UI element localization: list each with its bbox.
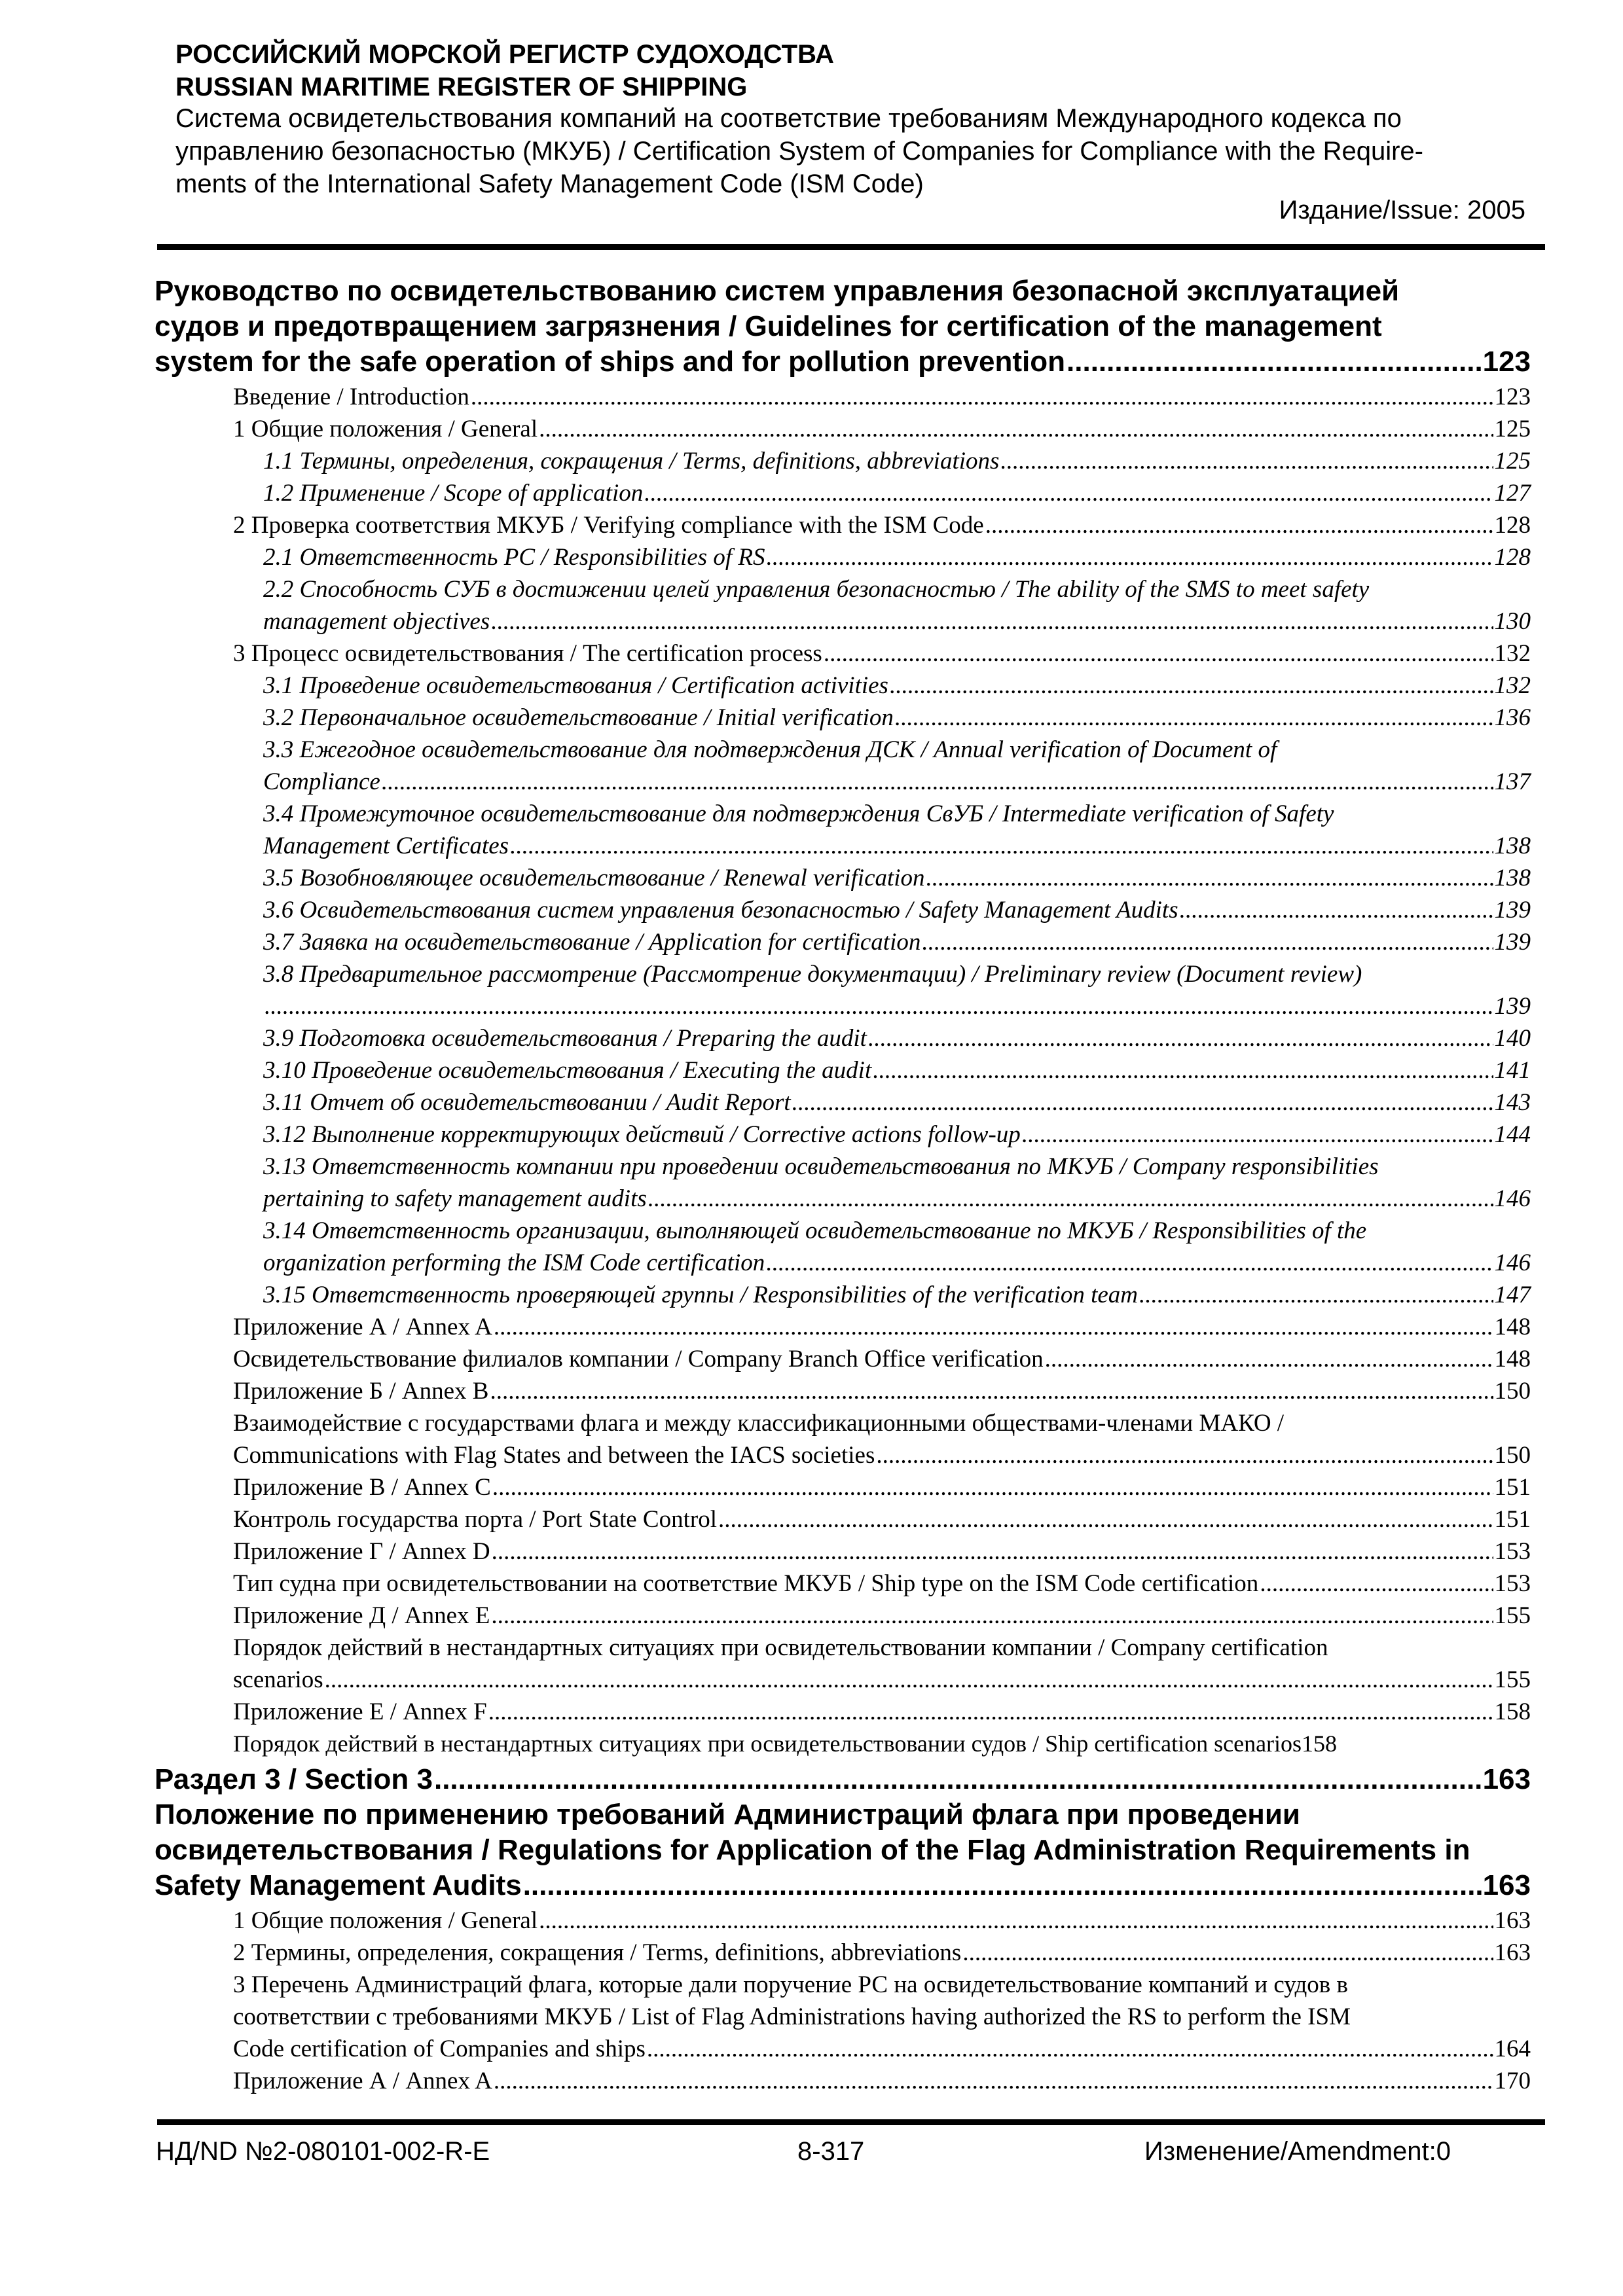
toc-entry[interactable] [233,1473,1531,1501]
toc-entry-label: Communications with Flag States and between the IACS societies [233,1442,875,1469]
toc-entry[interactable] [263,1056,1531,1085]
toc-entry-label: 2 Проверка соответствия МКУБ / Verifying compliance with the ISM Code [233,512,984,539]
toc-leader [1180,896,1493,924]
toc-leader [539,415,1493,443]
toc-entry-label: Введение / Introduction [233,384,469,410]
toc-entry[interactable] [233,1345,1531,1373]
toc-heading-line: Положение по применению требований Администраций флага при проведении [155,1799,1300,1831]
toc-entry-line: 3.14 Ответственность организации, выполняющей освидетельствование по МКУБ / Responsibilities of the [263,1217,1367,1244]
toc-leader [490,1377,1493,1405]
doc-title-line-3: ments of the International Safety Management Code (ISM Code) [175,170,924,198]
toc-leader [1045,1345,1493,1373]
toc-entry-line: 3.4 Промежуточное освидетельствование для подтверждения СвУБ / Intermediate verification of Safety [263,800,1334,827]
toc-leader [494,1313,1493,1341]
toc-entry[interactable] [263,479,1531,507]
toc-page-number: 128 [1494,544,1531,571]
toc-entry-regulations[interactable] [155,1869,1531,1902]
toc-entry-line: 3 Перечень Администраций флага, которые дали поручение РС на освидетельствование компаний и судов в [233,1971,1348,1998]
toc-leader [539,1907,1493,1935]
toc-entry-label: Management Certificates [263,833,509,859]
toc-page-number: 153 [1494,1538,1531,1565]
toc-entry[interactable] [233,1939,1531,1967]
toc-entry[interactable] [263,1249,1531,1277]
toc-entry-label: 3.6 Освидетельствования систем управления безопасностью / Safety Management Audits [263,897,1178,924]
toc-leader [471,383,1493,411]
toc-entry-line: Порядок действий в нестандартных ситуациях при освидетельствовании компании / Company certification [233,1634,1328,1661]
toc-leader [792,1088,1493,1117]
toc-page-number: 139 [1494,897,1531,924]
toc-entry[interactable] [233,1730,1531,1757]
toc-entry-label: Порядок действий в нестандартных ситуациях при освидетельствовании судов / Ship certification scenarios [233,1731,1302,1757]
toc-entry[interactable] [233,511,1531,539]
toc-entry-label: 1.1 Термины, определения, сокращения / Terms, definitions, abbreviations [263,448,1000,475]
toc-entry-label: 1 Общие положения / General [233,1907,538,1934]
toc-heading-line: Руководство по освидетельствованию систем управления безопасной эксплуатацией [155,275,1400,307]
toc-entry-line: 3.3 Ежегодное освидетельствование для подтверждения ДСК / Annual verification of Document of [263,736,1277,763]
toc-entry-label: Приложение А / Annex A [233,2068,492,2094]
toc-entry[interactable] [233,1602,1531,1630]
toc-leader [647,2035,1493,2063]
toc-page-number: 151 [1494,1474,1531,1501]
toc-entry[interactable] [233,1666,1531,1694]
toc-entry-label: 2.1 Ответственность РС / Responsibilities of RS [263,544,765,571]
toc-page-number: 137 [1494,768,1531,795]
toc-page-number: 144 [1494,1121,1531,1148]
toc-page-number: 155 [1494,1666,1531,1693]
toc-entry[interactable] [233,2067,1531,2095]
toc-page-number: 127 [1494,480,1531,507]
toc-page-number: 164 [1494,2036,1531,2062]
footer-divider [157,2119,1545,2125]
toc-entry-label: 3.1 Проведение освидетельствования / Certification activities [263,672,888,699]
toc-leader [890,672,1493,700]
toc-entry[interactable] [263,896,1531,924]
toc-entry-guidelines[interactable] [155,346,1531,378]
toc-entry[interactable] [263,543,1531,571]
toc-page-number: 132 [1494,672,1531,699]
toc-page-number: 125 [1494,416,1531,442]
toc-entry-label: Приложение Д / Annex E [233,1602,490,1629]
toc-leader [492,1537,1493,1566]
toc-page-number: 140 [1494,1025,1531,1052]
toc-entry-label: Приложение Е / Annex F [233,1698,487,1725]
toc-page-number: 139 [1494,993,1531,1020]
toc-entry-label: Приложение Б / Annex B [233,1378,489,1405]
toc-entry[interactable] [233,383,1531,411]
toc-entry[interactable] [263,704,1531,732]
toc-leader [325,1666,1493,1694]
header-divider [157,244,1545,250]
toc-entry-label: 3.10 Проведение освидетельствования / Executing the audit [263,1057,872,1084]
toc-leader [926,864,1493,892]
toc-leader [922,928,1493,956]
toc-entry-label: Контроль государства порта / Port State Control [233,1506,717,1533]
toc-page-number: 158 [1494,1698,1531,1725]
toc-leader [1260,1570,1493,1598]
toc-entry[interactable] [233,1698,1531,1726]
toc-entry-label: scenarios [233,1666,323,1693]
footer-doc-number: НД/ND №2-080101-002-R-E [156,2137,490,2166]
toc-leader [648,1185,1493,1213]
toc-page-number: 143 [1494,1089,1531,1116]
toc-entry[interactable] [233,415,1531,443]
toc-leader [766,1249,1493,1277]
toc-page-number: 163 [1482,1763,1531,1795]
toc-page-number: 138 [1494,833,1531,859]
toc-entry[interactable] [263,928,1531,956]
toc-page-number: 123 [1482,346,1531,378]
toc-page-number: 141 [1494,1057,1531,1084]
toc-leader [434,1763,1482,1796]
toc-entry[interactable] [263,1121,1531,1149]
toc-entry-label: 3.7 Заявка на освидетельствование / Application for certification [263,929,921,956]
toc-entry-line: соответствии с требованиями МКУБ / List of Flag Administrations having authorized the RS to perform the ISM [233,2003,1351,2030]
toc-entry[interactable] [263,672,1531,700]
toc-entry-label: 3.2 Первоначальное освидетельствование / Initial verification [263,704,894,731]
toc-entry-label: Освидетельствование филиалов компании / Company Branch Office verification [233,1346,1044,1372]
toc-entry[interactable] [233,1377,1531,1405]
toc-leader [873,1056,1493,1085]
toc-entry[interactable] [263,447,1531,475]
toc-leader [895,704,1493,732]
toc-page-number: 130 [1494,608,1531,635]
toc-entry-label: 3.15 Ответственность проверяющей группы / Responsibilities of the verification team [263,1282,1139,1308]
toc-entry[interactable] [233,639,1531,668]
toc-entry[interactable] [263,1024,1531,1052]
toc-entry[interactable] [263,1088,1531,1117]
footer-amendment: Изменение/Amendment:0 [1144,2137,1451,2166]
org-name-ru: РОССИЙСКИЙ МОРСКОЙ РЕГИСТР СУДОХОДСТВА [175,40,834,69]
toc-entry[interactable] [233,2035,1531,2063]
toc-leader [985,511,1493,539]
toc-leader [382,768,1493,796]
toc-page-number: 163 [1494,1907,1531,1934]
toc-leader [1067,346,1482,378]
toc-page-number: 146 [1494,1249,1531,1276]
toc-page-number: 125 [1494,448,1531,475]
toc-entry-label: Code certification of Companies and ships [233,2036,646,2062]
toc-leader [868,1024,1493,1052]
toc-leader [523,1869,1482,1902]
toc-entry[interactable] [233,1907,1531,1935]
toc-page-number: 139 [1494,929,1531,956]
toc-entry[interactable] [263,1185,1531,1213]
toc-entry[interactable] [263,1281,1531,1309]
toc-leader [876,1441,1493,1469]
toc-entry[interactable] [233,1313,1531,1341]
toc-leader [264,992,1493,1020]
toc-leader [718,1505,1493,1534]
toc-entry-label: 3.9 Подготовка освидетельствования / Preparing the audit [263,1025,867,1052]
toc-entry-line: 3.8 Предварительное рассмотрение (Рассмотрение документации) / Preliminary review (Document review) [263,961,1362,988]
toc-entry-line: 3.13 Ответственность компании при проведении освидетельствования по МКУБ / Company responsibilities [263,1153,1379,1180]
toc-leader [494,2067,1493,2095]
toc-page-number: 163 [1482,1869,1531,1901]
toc-entry[interactable] [233,1570,1531,1598]
toc-leader [510,832,1493,860]
toc-entry-label: Compliance [263,768,380,795]
toc-entry-label: system for the safe operation of ships and for pollution prevention [155,346,1066,378]
toc-entry-label: Safety Management Audits [155,1869,522,1901]
toc-entry-label: 2 Термины, определения, сокращения / Terms, definitions, abbreviations [233,1939,962,1966]
toc-leader [488,1698,1493,1726]
toc-entry-line: Взаимодействие с государствами флага и между классификационными обществами-членами МАКО / [233,1410,1285,1437]
toc-entry-label: 1 Общие положения / General [233,416,538,442]
toc-entry-label: 3.11 Отчет об освидетельствовании / Audit Report [263,1089,791,1116]
toc-page-number: 148 [1494,1314,1531,1340]
toc-entry-label: pertaining to safety management audits [263,1185,647,1212]
toc-leader [491,607,1493,636]
toc-page-number: 170 [1494,2068,1531,2094]
org-name-en: RUSSIAN MARITIME REGISTER OF SHIPPING [175,73,748,101]
toc-leader [491,1602,1493,1630]
doc-title-line-2: управлению безопасностью (МКУБ) / Certification System of Companies for Compliance with the Require- [175,137,1423,166]
toc-entry[interactable] [263,992,1531,1020]
doc-title-line-1: Система освидетельствования компаний на соответствие требованиям Международного кодекса по [175,104,1402,133]
toc-heading-line: судов и предотвращением загрязнения / Guidelines for certification of the management [155,310,1382,342]
toc-entry[interactable] [263,768,1531,796]
toc-page-number: 163 [1494,1939,1531,1966]
toc-entry-label: management objectives [263,608,490,635]
toc-leader [1139,1281,1493,1309]
toc-page-number: 158 [1302,1731,1338,1757]
toc-page-number: 155 [1494,1602,1531,1629]
toc-page-number: 148 [1494,1346,1531,1372]
toc-entry[interactable] [233,1505,1531,1534]
toc-leader [767,543,1493,571]
toc-entry-label: Раздел 3 / Section 3 [155,1763,433,1795]
toc-entry[interactable] [233,1537,1531,1566]
toc-entry-label: 1.2 Применение / Scope of application [263,480,644,507]
toc-entry-label: Приложение А / Annex A [233,1314,492,1340]
toc-page-number: 138 [1494,865,1531,891]
toc-page-number: 147 [1494,1282,1531,1308]
toc-heading-line: освидетельствования / Regulations for Application of the Flag Administration Requirements in [155,1834,1470,1866]
toc-page-number: 146 [1494,1185,1531,1212]
issue-label: Издание/Issue: 2005 [1279,196,1525,224]
toc-page-number: 132 [1494,640,1531,667]
footer-page-number: 8-317 [797,2137,865,2166]
toc-entry-label: organization performing the ISM Code certification [263,1249,765,1276]
toc-entry-line: 2.2 Способность СУБ в достижении целей управления безопасностью / The ability of the SMS to meet safety [263,576,1370,603]
toc-entry-label: 3.12 Выполнение корректирующих действий / Corrective actions follow-up [263,1121,1021,1148]
toc-page-number: 150 [1494,1378,1531,1405]
toc-leader [492,1473,1493,1501]
toc-leader [644,479,1493,507]
toc-page-number: 128 [1494,512,1531,539]
toc-leader [1000,447,1493,475]
toc-entry-label: 3.5 Возобновляющее освидетельствование / Renewal verification [263,865,925,891]
toc-entry-section-3[interactable] [155,1763,1531,1796]
toc-leader [1022,1121,1493,1149]
toc-leader [962,1939,1493,1967]
toc-entry[interactable] [233,1441,1531,1469]
toc-page-number: 151 [1494,1506,1531,1533]
toc-leader [824,639,1493,668]
toc-page-number: 150 [1494,1442,1531,1469]
toc-page-number: 136 [1494,704,1531,731]
toc-entry[interactable] [263,864,1531,892]
toc-entry-label: Приложение Г / Annex D [233,1538,490,1565]
toc-entry[interactable] [263,607,1531,636]
toc-page-number: 123 [1494,384,1531,410]
toc-entry-label: Приложение В / Annex C [233,1474,491,1501]
toc-entry[interactable] [263,832,1531,860]
toc-entry-label: Тип судна при освидетельствовании на соответствие МКУБ / Ship type on the ISM Code certification [233,1570,1259,1597]
toc-entry-label: 3 Процесс освидетельствования / The certification process [233,640,822,667]
toc-page-number: 153 [1494,1570,1531,1597]
